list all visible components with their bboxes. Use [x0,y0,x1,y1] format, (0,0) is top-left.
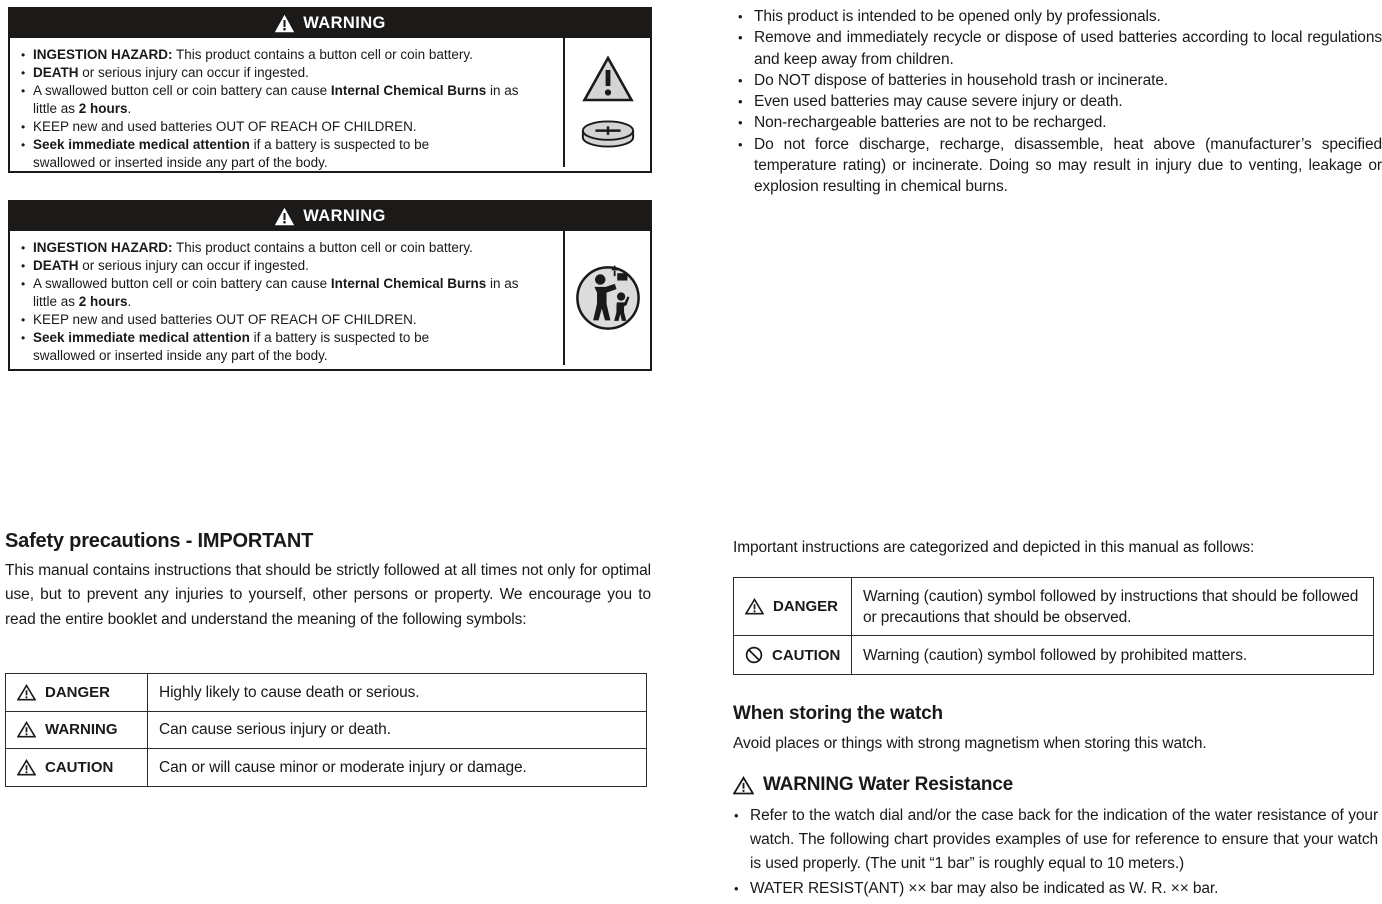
warning-list-item: • A swallowed button cell or coin battery can cause Internal Chemical Burns in as little as 2 hours. [20,275,557,311]
table-row [6,711,646,749]
warning-triangle-icon [274,14,295,33]
keep-away-from-children-icon [574,264,642,332]
list-item: • Do not force discharge, recharge, disassemble, heat above (manufacturer’s specified temperature rating) or incinerate. Doing so may result in injury due to venting, leakage or explosion resulting in chemical burns. [733,134,1382,198]
table-label: CAUTION [772,646,841,664]
table-label: WARNING [45,721,118,739]
warning-list-item: • INGESTION HAZARD: This product contains a button cell or coin battery. [20,46,557,64]
table-desc: Warning (caution) symbol followed by instructions that should be followed or precautions that should be observed. [863,587,1359,626]
water-resistance-title: WARNING Water Resistance [763,774,1014,795]
warning-list-item: • A swallowed button cell or coin battery can cause Internal Chemical Burns in as little as 2 hours. [20,82,557,118]
warning-list-item: • Seek immediate medical attention if a battery is suspected to be swallowed or inserted inside any part of the body. [20,136,557,172]
list-item: • Remove and immediately recycle or dispose of used batteries according to local regulations and keep away from children. [733,27,1382,70]
warning-triangle-icon [745,598,764,615]
warning-box-header [10,9,650,38]
categories-intro: Important instructions are categorized and depicted in this manual as follows: [733,539,1255,556]
warning-box-title: WARNING [303,14,386,32]
warning-list-item: • DEATH or serious injury can occur if ingested. [20,257,557,275]
table-row [6,748,646,786]
prohibition-icon [745,646,763,664]
warning-triangle-icon [17,759,36,776]
categories-table [733,577,1374,675]
warning-triangle-icon [582,55,634,103]
safety-precautions-body: This manual contains instructions that should be strictly followed at all times not only for optimal use, but to prevent any injuries to yourself, other persons or property. We encourage you to read the entire booklet and understand the meaning of the following symbols: [5,562,651,628]
warning-list-item: • DEATH or serious injury can occur if ingested. [20,64,557,82]
warning-icon-cell [563,231,650,365]
warning-list-item: • INGESTION HAZARD: This product contains a button cell or coin battery. [20,239,557,257]
battery-info-list [733,6,1382,198]
warning-triangle-icon [17,684,36,701]
warning-triangle-icon [17,721,36,738]
symbol-meaning-table [5,673,647,787]
list-item: • Do NOT dispose of batteries in household trash or incinerate. [733,70,1382,91]
table-row [734,635,1373,674]
table-desc: Warning (caution) symbol followed by prohibited matters. [863,646,1248,664]
table-desc: Can or will cause minor or moderate injury or damage. [159,758,527,776]
warning-list-item: • KEEP new and used batteries OUT OF REACH OF CHILDREN. [20,311,557,329]
table-label: DANGER [45,683,111,701]
storing-body: Avoid places or things with strong magnetism when storing this watch. [733,735,1207,752]
water-resistance-heading [733,774,1013,796]
warning-box-title: WARNING [303,207,386,225]
list-item: • Refer to the watch dial and/or the case back for the indication of the water resistance of your watch. The following chart provides examples of use for reference to ensure that your watch is used properly. (The unit “1 bar” is roughly equal to 10 meters.) [733,804,1378,877]
table-label: DANGER [773,598,839,615]
warning-triangle-icon [274,207,295,226]
warning-list [10,231,563,365]
table-label: CAUTION [45,758,114,776]
warning-box-header [10,202,650,231]
coin-battery-icon [579,118,637,151]
warning-triangle-icon [733,776,754,795]
table-row [734,578,1373,635]
list-item: • Even used batteries may cause severe injury or death. [733,91,1382,112]
warning-icon-cell [563,38,650,167]
table-desc: Highly likely to cause death or serious. [159,683,420,701]
table-row [6,674,646,711]
warning-list-item: • KEEP new and used batteries OUT OF REACH OF CHILDREN. [20,118,557,136]
table-desc: Can cause serious injury or death. [159,721,391,739]
safety-precautions-heading: Safety precautions - IMPORTANT [5,530,314,552]
warning-list-item: • Seek immediate medical attention if a battery is suspected to be swallowed or inserted inside any part of the body. [20,329,557,365]
storing-heading: When storing the watch [733,703,943,724]
list-item: • WATER RESIST(ANT) ×× bar may also be indicated as W. R. ×× bar. [733,877,1378,901]
list-item: • This product is intended to be opened only by professionals. [733,6,1382,27]
water-resistance-list [733,804,1378,901]
warning-box-children [8,200,652,371]
warning-list [10,38,563,170]
warning-box-battery [8,7,652,173]
list-item: • Non-rechargeable batteries are not to be recharged. [733,112,1382,133]
